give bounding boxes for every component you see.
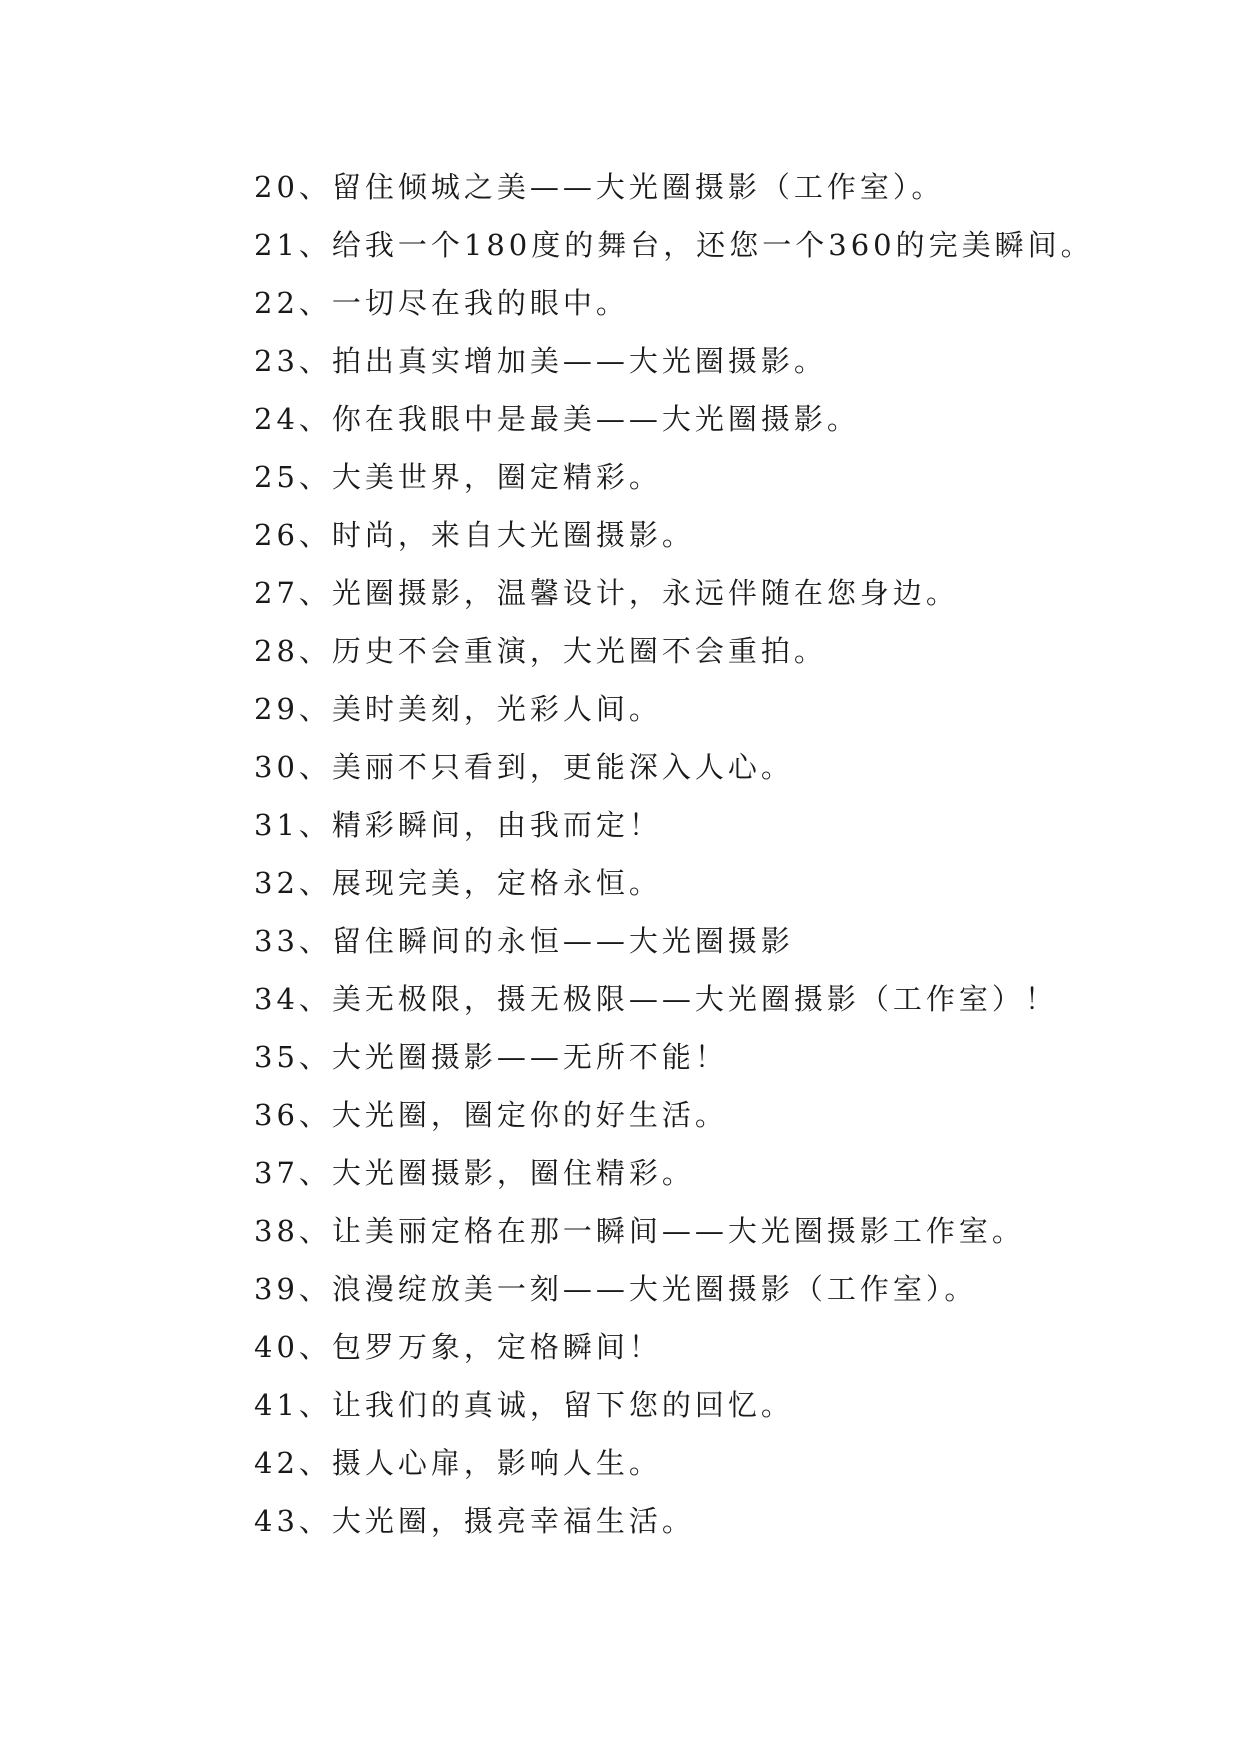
list-item <box>254 970 1194 1028</box>
slogan-list <box>254 158 1194 1550</box>
list-item-text: 20、留住倾城之美——大光圈摄影（工作室）。 <box>254 170 945 204</box>
list-item-text: 24、你在我眼中是最美——大光圈摄影。 <box>254 402 860 436</box>
list-item <box>254 680 1194 738</box>
list-item-text: 43、大光圈，摄亮幸福生活。 <box>254 1504 695 1538</box>
list-item <box>254 332 1194 390</box>
list-item-text: 23、拍出真实增加美——大光圈摄影。 <box>254 344 827 378</box>
list-item-text: 35、大光圈摄影——无所不能！ <box>254 1040 728 1074</box>
list-item-text: 41、让我们的真诚，留下您的回忆。 <box>254 1388 794 1422</box>
list-item-text: 36、大光圈，圈定你的好生活。 <box>254 1098 728 1132</box>
list-item-text: 30、美丽不只看到，更能深入人心。 <box>254 750 794 784</box>
list-item <box>254 1260 1194 1318</box>
list-item-text: 42、摄人心扉，影响人生。 <box>254 1446 662 1480</box>
list-item-text: 32、展现完美，定格永恒。 <box>254 866 662 900</box>
list-item-text: 38、让美丽定格在那一瞬间——大光圈摄影工作室。 <box>254 1214 1025 1248</box>
list-item-text: 37、大光圈摄影，圈住精彩。 <box>254 1156 695 1190</box>
list-item <box>254 622 1194 680</box>
list-item <box>254 1376 1194 1434</box>
list-item <box>254 1318 1194 1376</box>
list-item-text: 27、光圈摄影，温馨设计，永远伴随在您身边。 <box>254 576 959 610</box>
list-item-text: 25、大美世界，圈定精彩。 <box>254 460 662 494</box>
list-item-text: 40、包罗万象，定格瞬间！ <box>254 1330 662 1364</box>
list-item-text: 29、美时美刻，光彩人间。 <box>254 692 662 726</box>
list-item <box>254 1086 1194 1144</box>
list-item-text: 33、留住瞬间的永恒——大光圈摄影 <box>254 924 794 958</box>
list-item-text: 22、一切尽在我的眼中。 <box>254 286 629 320</box>
list-item-text: 39、浪漫绽放美一刻——大光圈摄影（工作室）。 <box>254 1272 978 1306</box>
list-item <box>254 854 1194 912</box>
list-item <box>254 738 1194 796</box>
list-item-text: 31、精彩瞬间，由我而定！ <box>254 808 662 842</box>
list-item-text: 28、历史不会重演，大光圈不会重拍。 <box>254 634 827 668</box>
list-item <box>254 216 1194 274</box>
list-item <box>254 1492 1194 1550</box>
list-item <box>254 506 1194 564</box>
list-item-text: 34、美无极限，摄无极限——大光圈摄影（工作室）！ <box>254 982 1058 1016</box>
list-item <box>254 448 1194 506</box>
list-item <box>254 158 1194 216</box>
list-item <box>254 912 1194 970</box>
list-item <box>254 1028 1194 1086</box>
list-item <box>254 274 1194 332</box>
list-item-text: 21、给我一个180度的舞台，还您一个360的完美瞬间。 <box>254 228 1094 262</box>
list-item <box>254 796 1194 854</box>
list-item <box>254 564 1194 622</box>
list-item <box>254 390 1194 448</box>
list-item <box>254 1202 1194 1260</box>
list-item <box>254 1144 1194 1202</box>
list-item <box>254 1434 1194 1492</box>
list-item-text: 26、时尚，来自大光圈摄影。 <box>254 518 695 552</box>
